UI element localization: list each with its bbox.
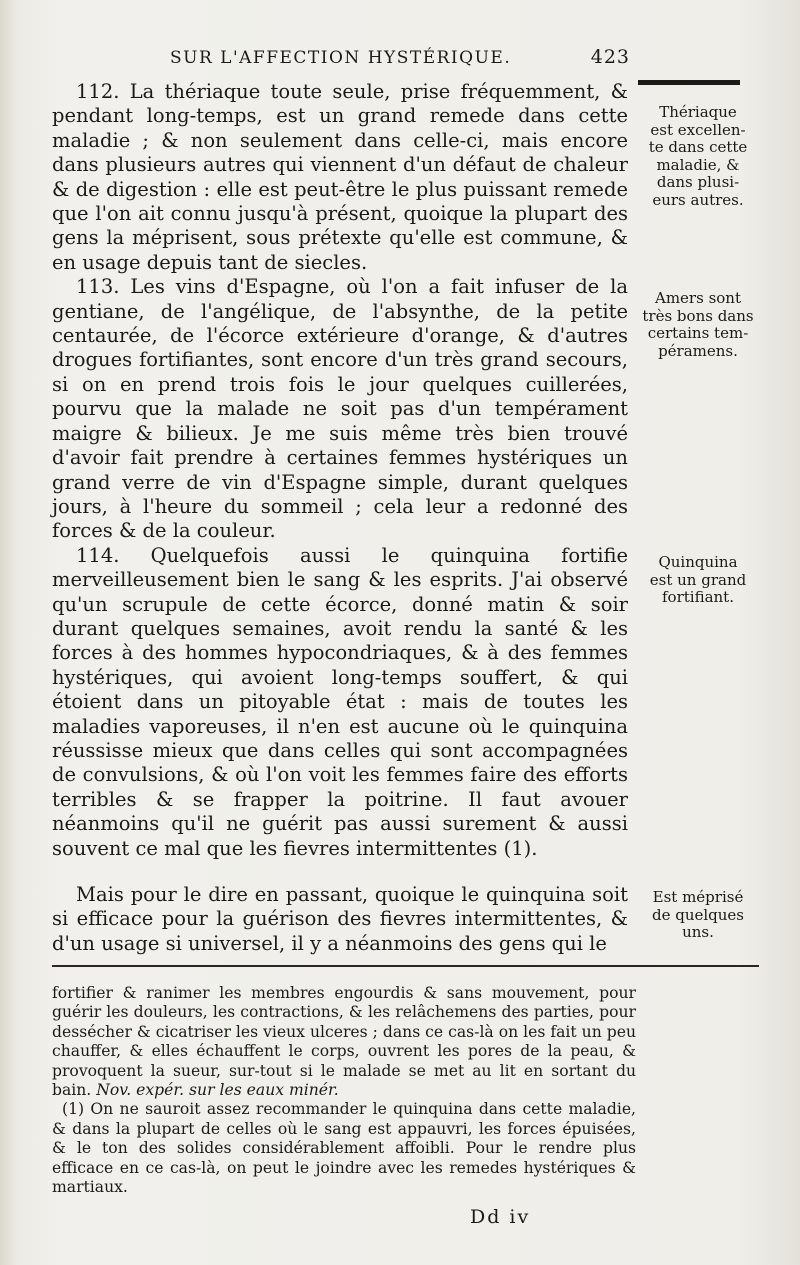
footnote-continued [52, 984, 636, 1100]
note-line: te dans cette [648, 138, 748, 156]
note-line: péramens. [658, 341, 738, 360]
note-line: est excellen- [650, 120, 746, 139]
note-line: eurs autres. [652, 190, 744, 209]
margin-note-meprise [636, 889, 760, 942]
paragraph-text: La thériaque toute seule, prise fréquemment, & pendant long-temps, est un grand remede dans cette maladie ; & non seulement dans celle-ci, mais encore dans plusieurs autres qui viennent d'un défaut de chaleur & de digestion : elle est peut-être le plus puissant remede que l'on ait connu jusqu'à présent, quoique la plupart des gens la méprisent, sous prétexte qu'elle est commune, & en usage depuis tant de siecles. [52, 80, 629, 274]
paragraph-114 [52, 544, 628, 861]
running-header [170, 48, 630, 68]
footnote-text: (1) On ne sauroit assez recommander le quinquina dans cette maladie, & dans la plupart de celles où le sang est appauvri, les forces épuisées, & le ton des solides considérablement affoibli. Pour le rendre plus efficace en ce cas-là, on peut le joindre avec les remedes hystériques & martiaux. [52, 1100, 636, 1197]
main-text [52, 80, 628, 956]
note-line: Thériaque [659, 103, 737, 121]
note-line: certains tem- [647, 324, 749, 342]
paragraph-text: Mais pour le dire en passant, quoique le quinquina soit si efficace pour la guérison des fievres intermittentes, & d'un usage si universel, il y a néanmoins des gens qui le [52, 883, 628, 955]
note-line: fortifiant. [662, 588, 734, 606]
margin-note-quinquina [636, 554, 760, 607]
note-line: de quelques [651, 905, 745, 924]
note-line: dans plusi- [656, 173, 740, 191]
paragraph-112 [52, 80, 628, 275]
footnote-1 [52, 1100, 636, 1197]
margin-note-amers [636, 290, 760, 360]
paragraph-number: 113. [76, 275, 120, 299]
paragraph-number: 112. [76, 80, 120, 103]
note-line: est un grand [649, 570, 747, 589]
note-line: Amers sont [655, 289, 741, 307]
note-line: Est méprisé [652, 888, 744, 906]
note-line: maladie, & [656, 155, 740, 174]
page-number: 423 [590, 46, 630, 68]
paragraph-text: Quelquefois aussi le quinquina fortifie merveilleusement bien le sang & les esprits. J'ai observé qu'un scrupule de cette écorce, donné matin & soir durant quelques semaines, avoit rendu la santé & les forces à des hommes hypocondriaques, & à des femmes hystériques, qui avoient long-temps souffert, & qui étoient dans un pitoyable état : mais de toutes les maladies vaporeuses, il n'en est aucune où le quinquina réussisse mieux que dans celles qui sont accompagnées de convulsions, & où l'on voit les femmes faire des efforts terribles & se frapper la poitrine. Il faut avouer néanmoins qu'il ne guérit pas aussi surement & aussi souvent ce mal que les fievres intermittentes (1). [52, 543, 628, 860]
footnote-rule [52, 965, 759, 967]
paragraph-continuation [52, 883, 628, 956]
paragraph-113 [52, 275, 628, 543]
paragraph-number: 114. [76, 543, 120, 567]
margin-rule [638, 80, 740, 85]
note-line: uns. [682, 923, 714, 941]
note-line: Quinquina [658, 553, 738, 571]
footnote-reference: Nov. expér. sur les eaux minér. [96, 1081, 339, 1100]
margin-note-theriaque [636, 104, 760, 209]
note-line: très bons dans [642, 306, 754, 325]
paragraph-text: Les vins d'Espagne, où l'on a fait infuser de la gentiane, de l'angélique, de l'absynthe, de la petite centaurée, de l'écorce extérieure d'orange, & d'autres drogues fortifiantes, sont encore d'un très grand secours, si on en prend trois fois le jour quelques cuillerées, pourvu que la malade ne soit pas d'un tempérament maigre & bilieux. Je me suis même très bien trouvé d'avoir fait prendre à certaines femmes hystériques un grand verre de vin d'Espagne simple, durant quelques jours, à l'heure du sommeil ; cela leur a redonné des forces & de la couleur. [52, 275, 629, 543]
signature-mark: Dd iv [470, 1206, 531, 1228]
footnotes [52, 984, 636, 1197]
footnote-text: fortifier & ranimer les membres engourdis & sans mouvement, pour guérir les douleurs, les contractions, & les relâchemens des parties, pour dessécher & cicatriser les vieux ulceres ; dans ce cas-là on les fait un peu chauffer, & elles échauffent le corps, ouvrent les pores de la peau, & provoquent la sueur, sur-tout si le malade se met au lit en sortant du bain. [52, 984, 636, 1100]
running-title: SUR L'AFFECTION HYSTÉRIQUE. [170, 48, 512, 68]
